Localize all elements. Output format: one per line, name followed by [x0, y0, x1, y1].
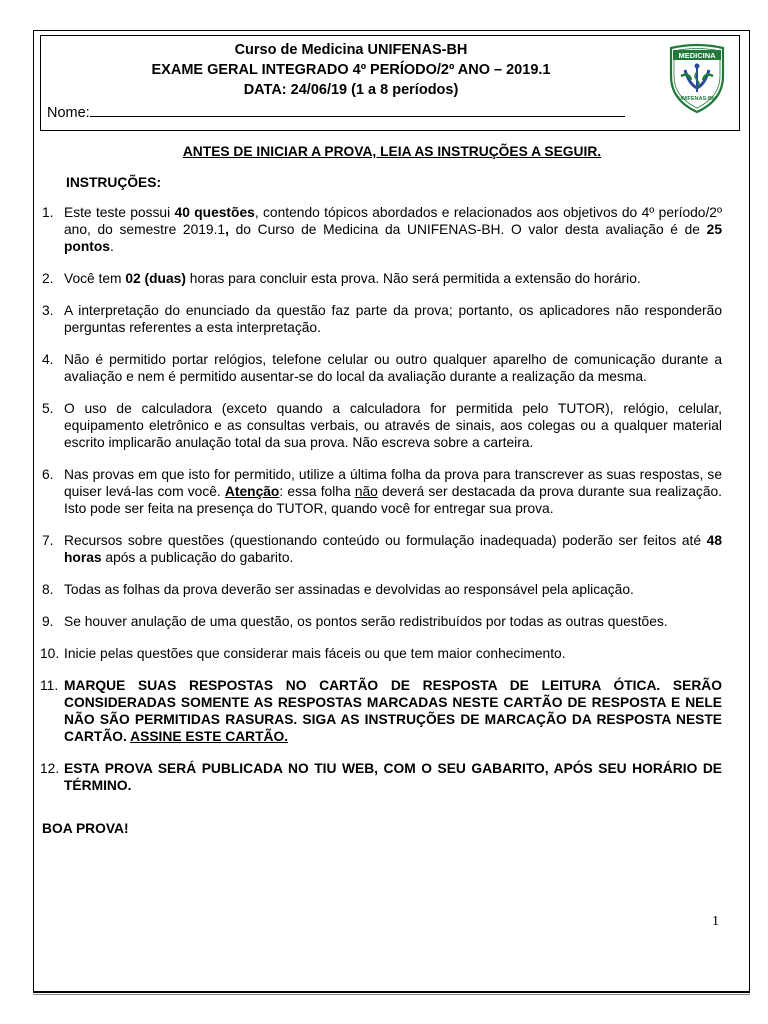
page-number: 1 [712, 914, 719, 929]
instruction-item-10: 10. Inicie pelas questões que considerar mais fáceis ou que tem maior conhecimento. [40, 646, 566, 661]
medicina-shield-logo [667, 42, 727, 114]
name-field[interactable] [47, 102, 625, 123]
instruction-item-1: 1. Este teste possui 40 questões, contendo tópicos abordados e relacionados aos objetivos do 4º período/2º ano, do semestre 2019.1, do Curso de Medicina da UNIFENAS-BH. O valor desta avaliação é de 25 pontos. [42, 205, 723, 254]
logo-text-top: MEDICINA [678, 51, 716, 60]
exam-header-box [40, 35, 740, 131]
exam-title: EXAME GERAL INTEGRADO 4º PERÍODO/2º ANO – 2019.1 [151, 62, 551, 78]
header-text [41, 40, 661, 100]
instruction-item-8: 8. Todas as folhas da prova deverão ser assinadas e devolvidas ao responsável pela aplicação. [42, 582, 634, 597]
instruction-item-6: 6. Nas provas em que isto for permitido, utilize a última folha da prova para transcrever as suas respostas, se quiser levá-las com você. Atenção: essa folha não deverá ser destacada da prova durante sua realização. Isto pode ser feita na presença do TUTOR, quando você for entregar sua prova. [42, 467, 722, 516]
instruction-item-12: 12. ESTA PROVA SERÁ PUBLICADA NO TIU WEB, COM O SEU GABARITO, APÓS SEU HORÁRIO DE TÉRMINO. [40, 761, 722, 793]
closing-message: BOA PROVA! [42, 821, 129, 836]
exam-page [33, 30, 750, 992]
page-bottom-edge [33, 992, 750, 995]
instruction-item-7: 7. Recursos sobre questões (questionando conteúdo ou formulação inadequada) poderão ser feitos até 48 horas após a publicação do gabarito. [42, 533, 722, 565]
instructions-list [42, 204, 722, 794]
name-label: Nome: [47, 105, 90, 121]
instruction-item-3: 3. A interpretação do enunciado da questão faz parte da prova; portanto, os aplicadores não responderão perguntas referentes a esta interpretação. [42, 303, 722, 335]
instructions-content [42, 143, 722, 837]
section-title: ANTES DE INICIAR A PROVA, LEIA AS INSTRUÇÕES A SEGUIR. [182, 144, 602, 159]
exam-date: DATA: 24/06/19 (1 a 8 períodos) [243, 82, 459, 98]
instruction-item-5: 5. O uso de calculadora (exceto quando a calculadora for permitida pelo TUTOR), relógio, celular, equipamento eletrônico e as consultas verbais, ou através de sinais, aos colegas ou a qualquer material escrito implicarão anulação total da sua prova. Não escreva sobre a carteira. [42, 401, 722, 450]
instructions-label: INSTRUÇÕES: [66, 175, 162, 190]
course-name: Curso de Medicina UNIFENAS-BH [234, 42, 468, 58]
logo-text-bottom: UNIFENAS-BH [678, 96, 716, 102]
name-blank-line[interactable] [90, 102, 625, 117]
instruction-item-11: 11. MARQUE SUAS RESPOSTAS NO CARTÃO DE RESPOSTA DE LEITURA ÓTICA. SERÃO CONSIDERADAS SOMENTE AS RESPOSTAS MARCADAS NESTE CARTÃO DE RESPOSTA E NELE NÃO SÃO PERMITIDAS RASURAS. SIGA AS INSTRUÇÕES DE MARCAÇÃO DA RESPOSTA NESTE CARTÃO. ASSINE ESTE CARTÃO. [40, 678, 722, 744]
instruction-item-2: 2. Você tem 02 (duas) horas para concluir esta prova. Não será permitida a extensão do horário. [42, 271, 641, 286]
instruction-item-4: 4. Não é permitido portar relógios, telefone celular ou outro qualquer aparelho de comunicação durante a avaliação e nem é permitido ausentar-se do local da avaliação durante a realização da mesma. [42, 352, 722, 384]
instruction-item-9: 9. Se houver anulação de uma questão, os pontos serão redistribuídos por todas as outras questões. [42, 614, 668, 629]
